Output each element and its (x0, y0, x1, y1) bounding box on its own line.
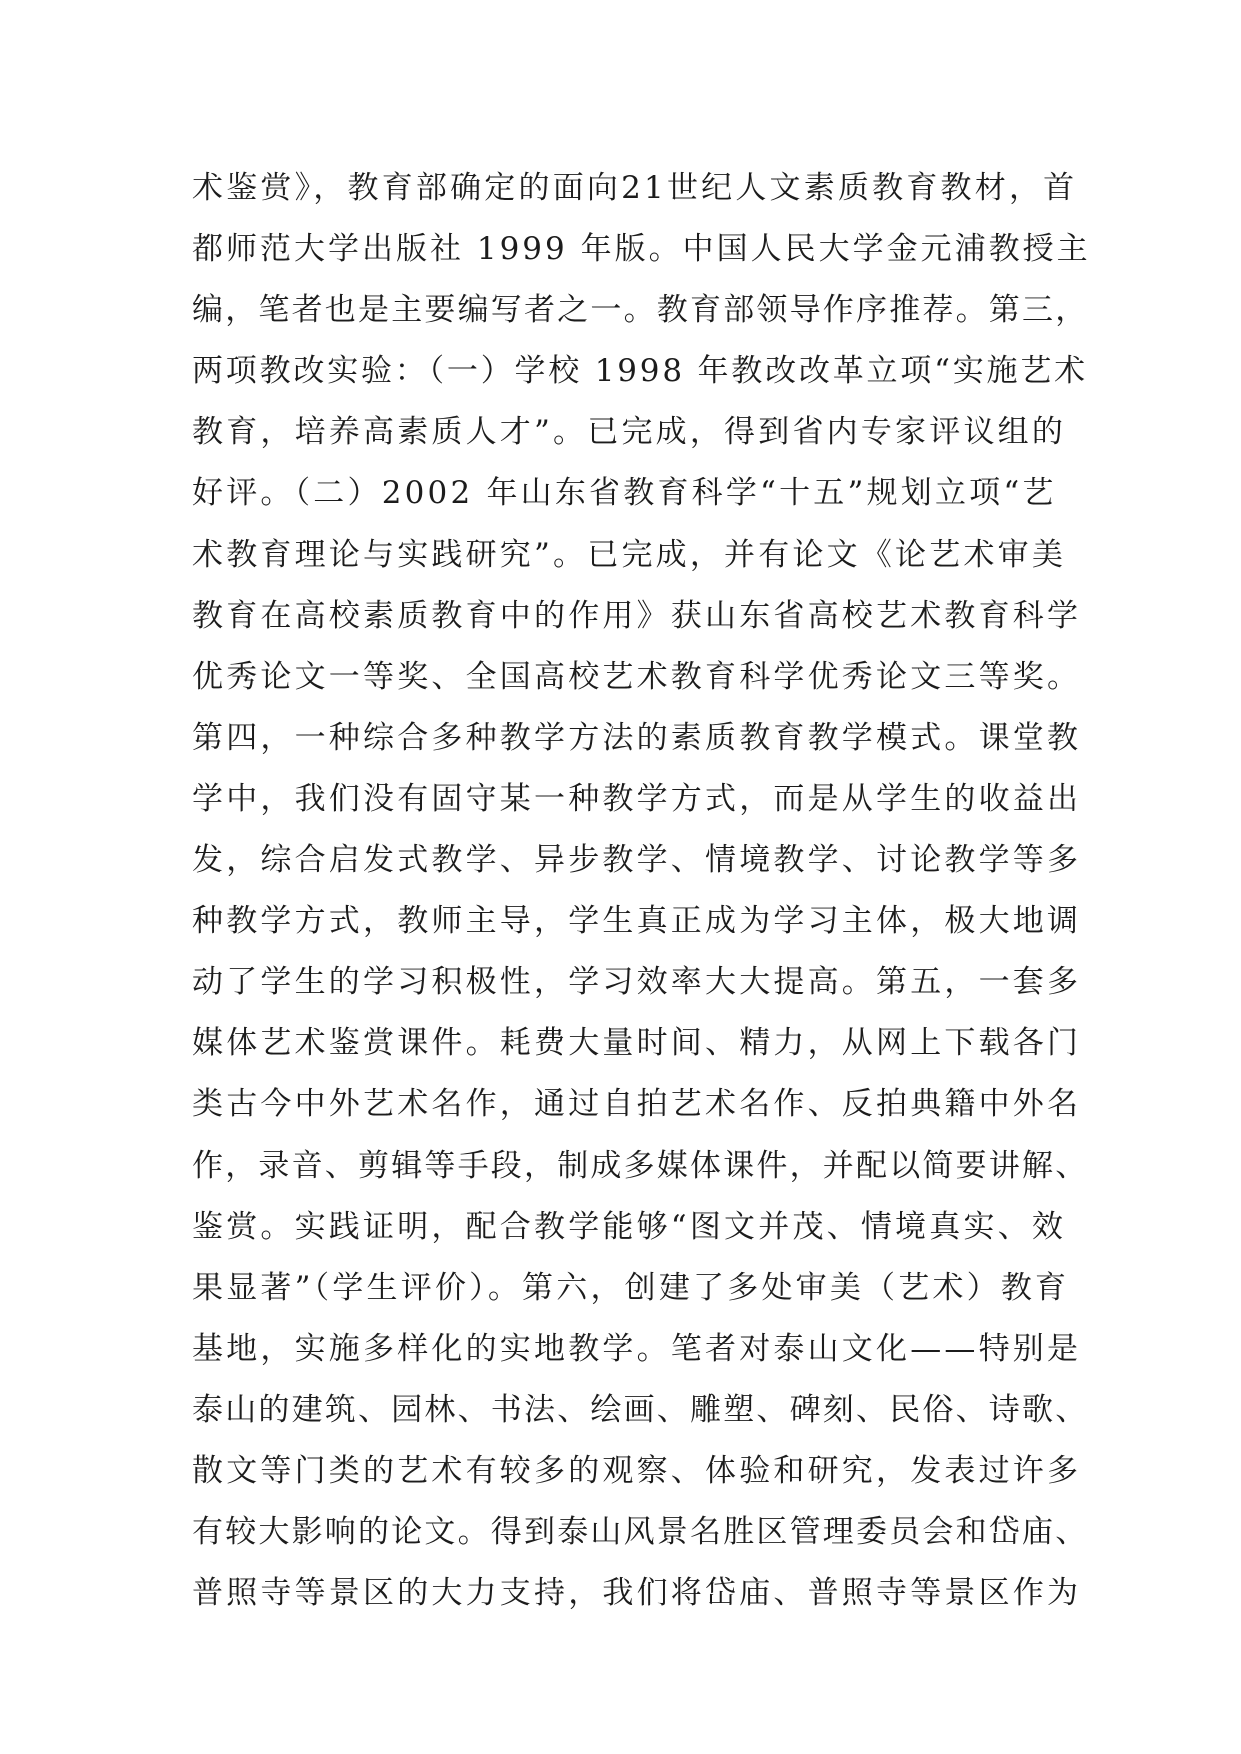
text-line: 泰山的建筑、园林、书法、绘画、雕塑、碑刻、民俗、诗歌、 (192, 1391, 1089, 1428)
text-line: 教育在高校素质教育中的作用》获山东省高校艺术教育科学 (192, 597, 1082, 634)
text-line: 发，综合启发式教学、异步教学、情境教学、讨论教学等多 (192, 842, 1082, 879)
text-line: 普照寺等景区的大力支持，我们将岱庙、普照寺等景区作为 (192, 1575, 1082, 1612)
text-line: 学中，我们没有固守某一种教学方式，而是从学生的收益出 (192, 780, 1082, 817)
text-line: 果显著”（学生评价）。第六，创建了多处审美（艺术）教育 (192, 1269, 1070, 1306)
text-line: 编，笔者也是主要编写者之一。教育部领导作序推荐。第三， (192, 292, 1089, 329)
text-line: 有较大影响的论文。得到泰山风景名胜区管理委员会和岱庙、 (192, 1514, 1089, 1551)
text-line: 两项教改实验：（一）学校 1998 年教改改革立项“实施艺术 (192, 353, 1088, 390)
text-line: 类古今中外艺术名作，通过自拍艺术名作、反拍典籍中外名 (192, 1086, 1082, 1123)
text-line: 术教育理论与实践研究”。已完成，并有论文《论艺术审美 (192, 536, 1067, 573)
text-line: 教育，培养高素质人才”。已完成，得到省内专家评议组的 (192, 414, 1067, 451)
text-line: 都师范大学出版社 1999 年版。中国人民大学金元浦教授主 (192, 231, 1091, 268)
text-line: 鉴赏。实践证明，配合教学能够“图文并茂、情境真实、效 (192, 1208, 1067, 1245)
text-line: 术鉴赏》，教育部确定的面向21世纪人文素质教育教材，首 (192, 170, 1078, 206)
text-line: 基地，实施多样化的实地教学。笔者对泰山文化——特别是 (192, 1330, 1082, 1367)
text-line: 媒体艺术鉴赏课件。耗费大量时间、精力，从网上下载各门 (192, 1025, 1082, 1062)
text-line: 散文等门类的艺术有较多的观察、体验和研究，发表过许多 (192, 1452, 1082, 1489)
body-text (192, 158, 1092, 1624)
text-line: 动了学生的学习积极性，学习效率大大提高。第五，一套多 (192, 964, 1082, 1001)
text-line: 好评。（二）2002 年山东省教育科学“十五”规划立项“艺 (192, 475, 1057, 512)
text-line: 优秀论文一等奖、全国高校艺术教育科学优秀论文三等奖。 (192, 658, 1082, 695)
text-line: 作，录音、剪辑等手段，制成多媒体课件，并配以简要讲解、 (192, 1147, 1089, 1184)
text-line: 种教学方式，教师主导，学生真正成为学习主体，极大地调 (192, 903, 1082, 940)
text-line: 第四，一种综合多种教学方法的素质教育教学模式。课堂教 (192, 719, 1082, 756)
